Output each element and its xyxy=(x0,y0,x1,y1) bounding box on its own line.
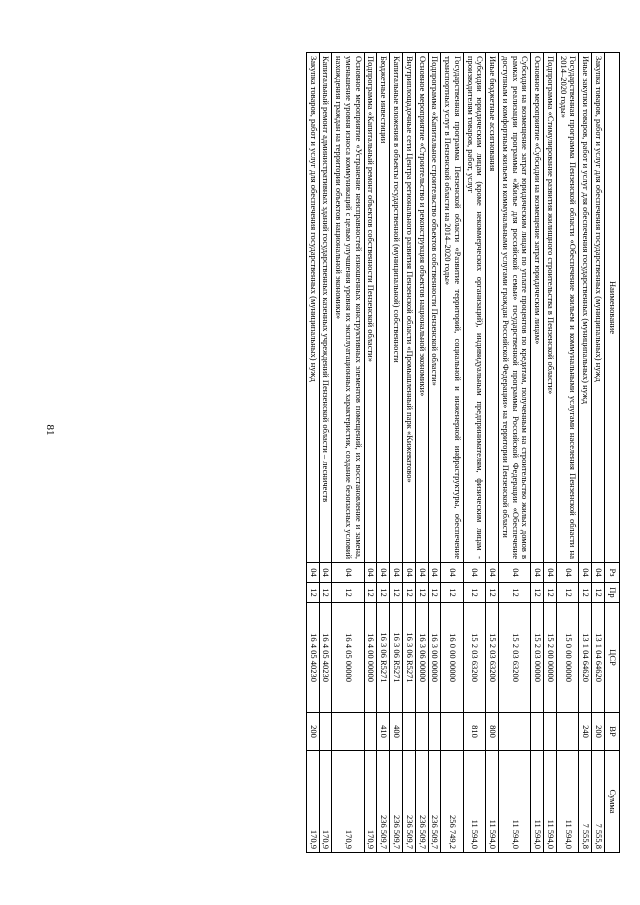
cell-name: Подпрограмма «Капитальное строительство объектов собственности Пензенской области» xyxy=(428,53,441,563)
table-row xyxy=(390,53,403,853)
cell-vr xyxy=(544,713,557,751)
cell-vr xyxy=(428,713,441,751)
cell-sum: 11 594,0 xyxy=(556,751,579,853)
cell-rz: 04 xyxy=(377,563,390,583)
table-row xyxy=(531,53,544,853)
cell-sum: 11 594,0 xyxy=(463,751,486,853)
cell-sum: 11 594,0 xyxy=(531,751,544,853)
cell-name: Подпрограмма «Капитальный ремонт объектов собственности Пензенской области» xyxy=(364,53,377,563)
header-vr: ВР xyxy=(605,713,620,751)
cell-pr: 12 xyxy=(486,583,499,603)
cell-rz: 04 xyxy=(319,563,332,583)
cell-vr xyxy=(332,713,364,751)
cell-csr: 13 1 04 64620 xyxy=(579,603,592,713)
cell-csr: 15 0 00 00000 xyxy=(556,603,579,713)
cell-rz: 04 xyxy=(531,563,544,583)
cell-name: Основное мероприятие «Субсидии на возмещение затрат юридическим лицам» xyxy=(531,53,544,563)
cell-name: Подпрограмма «Стимулирование развития жилищного строительства в Пензенской области» xyxy=(544,53,557,563)
cell-name: Основное мероприятие «Строительство и реконструкция объектов национальной экономики» xyxy=(415,53,428,563)
table-row xyxy=(415,53,428,853)
cell-pr: 12 xyxy=(428,583,441,603)
cell-vr xyxy=(556,713,579,751)
cell-pr: 12 xyxy=(441,583,464,603)
cell-name: Внутриплощадочные сети Центра регионального развития Пензенской области «Промышленный парк «Кижеватово» xyxy=(402,53,415,563)
cell-pr: 12 xyxy=(377,583,390,603)
cell-sum: 170,9 xyxy=(364,751,377,853)
cell-sum: 236 509,7 xyxy=(415,751,428,853)
cell-name: Государственная программа Пензенской области «Обеспечение жильем и коммунальными услугами населения Пензенской области на 2014–2020 годы» xyxy=(556,53,579,563)
cell-rz: 04 xyxy=(428,563,441,583)
cell-csr: 16 4 00 00000 xyxy=(364,603,377,713)
cell-pr: 12 xyxy=(319,583,332,603)
cell-sum: 170,9 xyxy=(332,751,364,853)
header-sum: Сумма xyxy=(605,751,620,853)
cell-csr: 16 4 05 40230 xyxy=(319,603,332,713)
cell-vr xyxy=(531,713,544,751)
cell-csr: 13 1 04 64620 xyxy=(592,603,605,713)
budget-table-area xyxy=(80,52,620,852)
cell-name: Основное мероприятие «Устранение неисправностей изношенных конструктивных элементов помещений, их восстановление и замена, уменьшение уровня износа коммуникаций с целью улучшения уровня их эксплуатационных характеристик, создание безопасных условий нахождения граждан на территории объектов национальной экономики» xyxy=(332,53,364,563)
cell-csr: 16 3 06 R5271 xyxy=(402,603,415,713)
cell-vr: 400 xyxy=(390,713,403,751)
cell-sum: 236 509,7 xyxy=(428,751,441,853)
cell-pr: 12 xyxy=(499,583,531,603)
table-row xyxy=(332,53,364,853)
cell-vr: 200 xyxy=(592,713,605,751)
cell-sum: 7 555,8 xyxy=(592,751,605,853)
cell-name: Иные закупки товаров, работ и услуг для обеспечения государственных (муниципальных) нужд xyxy=(579,53,592,563)
cell-name: Государственная программа Пензенской области «Развитие территорий, социальной и инженерной инфраструктуры, обеспечение транспортных услуг в Пензенской области на 2014–2020 годы» xyxy=(441,53,464,563)
cell-csr: 16 4 05 00000 xyxy=(332,603,364,713)
cell-sum: 11 594,0 xyxy=(499,751,531,853)
cell-name: Бюджетные инвестиции xyxy=(377,53,390,563)
cell-rz: 04 xyxy=(332,563,364,583)
cell-vr xyxy=(441,713,464,751)
cell-sum: 11 594,0 xyxy=(544,751,557,853)
cell-csr: 15 2 03 63200 xyxy=(463,603,486,713)
cell-vr xyxy=(499,713,531,751)
cell-name: Иные бюджетные ассигнования xyxy=(486,53,499,563)
table-row xyxy=(463,53,486,853)
cell-name: Закупка товаров, работ и услуг для обеспечения государственных (муниципальных) нужд xyxy=(592,53,605,563)
table-row xyxy=(364,53,377,853)
cell-pr: 12 xyxy=(531,583,544,603)
cell-vr: 800 xyxy=(486,713,499,751)
cell-vr: 410 xyxy=(377,713,390,751)
cell-rz: 04 xyxy=(415,563,428,583)
cell-pr: 12 xyxy=(402,583,415,603)
table-row xyxy=(402,53,415,853)
cell-name: Капитальный ремонт административных зданий государственных казенных учреждений Пензенской области – лесничеств xyxy=(319,53,332,563)
table-row xyxy=(486,53,499,853)
page-number: 81 xyxy=(44,424,56,436)
cell-name: Закупка товаров, работ и услуг для обеспечения государственных (муниципальных) нужд xyxy=(306,53,319,563)
cell-rz: 04 xyxy=(402,563,415,583)
cell-pr: 12 xyxy=(332,583,364,603)
table-row xyxy=(592,53,605,853)
header-name: Наименование xyxy=(605,53,620,563)
table-row xyxy=(579,53,592,853)
header-pr: Пр xyxy=(605,583,620,603)
cell-rz: 04 xyxy=(579,563,592,583)
table-row xyxy=(499,53,531,853)
table-row xyxy=(544,53,557,853)
budget-table xyxy=(306,52,620,853)
cell-pr: 12 xyxy=(415,583,428,603)
cell-pr: 12 xyxy=(592,583,605,603)
cell-name: Субсидии на возмещение затрат юридическим лицам по уплате процентов по кредитам, полученным на строительство жилых домов в рамках реализации программы «Жилье для российской семьи» государственной программы Российской Федерации «Обеспечение доступным и комфортным жильем и коммунальными услугами граждан Российской Федерации» на территории Пензенской области xyxy=(499,53,531,563)
table-row xyxy=(428,53,441,853)
cell-pr: 12 xyxy=(579,583,592,603)
cell-rz: 04 xyxy=(441,563,464,583)
cell-pr: 12 xyxy=(364,583,377,603)
cell-sum: 236 509,7 xyxy=(402,751,415,853)
cell-csr: 15 2 03 00000 xyxy=(531,603,544,713)
cell-name: Капитальные вложения в объекты государственной (муниципальной) собственности xyxy=(390,53,403,563)
rotated-table-container xyxy=(80,52,620,852)
cell-vr xyxy=(364,713,377,751)
cell-csr: 16 0 00 00000 xyxy=(441,603,464,713)
cell-csr: 16 3 06 00000 xyxy=(415,603,428,713)
cell-vr: 810 xyxy=(463,713,486,751)
header-csr: ЦСР xyxy=(605,603,620,713)
cell-sum: 236 509,7 xyxy=(377,751,390,853)
cell-csr: 16 4 05 40230 xyxy=(306,603,319,713)
cell-sum: 170,9 xyxy=(319,751,332,853)
cell-rz: 04 xyxy=(306,563,319,583)
cell-rz: 04 xyxy=(592,563,605,583)
cell-pr: 12 xyxy=(556,583,579,603)
table-row xyxy=(306,53,319,853)
cell-name: Субсидии юридическим лицам (кроме некоммерческих организаций), индивидуальным предпринимателям, физическим лицам - производителям товаров, работ, услуг xyxy=(463,53,486,563)
table-body xyxy=(306,53,604,853)
cell-sum: 256 749,2 xyxy=(441,751,464,853)
cell-vr: 200 xyxy=(306,713,319,751)
cell-csr: 16 3 06 R5271 xyxy=(390,603,403,713)
header-rz: Рз xyxy=(605,563,620,583)
cell-rz: 04 xyxy=(390,563,403,583)
cell-vr xyxy=(319,713,332,751)
cell-rz: 04 xyxy=(556,563,579,583)
cell-csr: 16 3 00 00000 xyxy=(428,603,441,713)
cell-vr xyxy=(402,713,415,751)
table-row xyxy=(441,53,464,853)
cell-vr xyxy=(415,713,428,751)
cell-sum: 11 594,0 xyxy=(486,751,499,853)
cell-csr: 15 2 03 63200 xyxy=(486,603,499,713)
cell-vr: 240 xyxy=(579,713,592,751)
table-row xyxy=(556,53,579,853)
cell-rz: 04 xyxy=(364,563,377,583)
cell-sum: 7 555,8 xyxy=(579,751,592,853)
cell-pr: 12 xyxy=(390,583,403,603)
cell-pr: 12 xyxy=(544,583,557,603)
cell-rz: 04 xyxy=(544,563,557,583)
cell-rz: 04 xyxy=(499,563,531,583)
table-header-row xyxy=(605,53,620,853)
cell-csr: 15 2 00 00000 xyxy=(544,603,557,713)
cell-pr: 12 xyxy=(463,583,486,603)
cell-rz: 04 xyxy=(486,563,499,583)
cell-sum: 236 509,7 xyxy=(390,751,403,853)
cell-pr: 12 xyxy=(306,583,319,603)
table-row xyxy=(319,53,332,853)
table-row xyxy=(377,53,390,853)
cell-sum: 170,9 xyxy=(306,751,319,853)
cell-rz: 04 xyxy=(463,563,486,583)
cell-csr: 16 3 06 R5271 xyxy=(377,603,390,713)
cell-csr: 15 2 03 63200 xyxy=(499,603,531,713)
